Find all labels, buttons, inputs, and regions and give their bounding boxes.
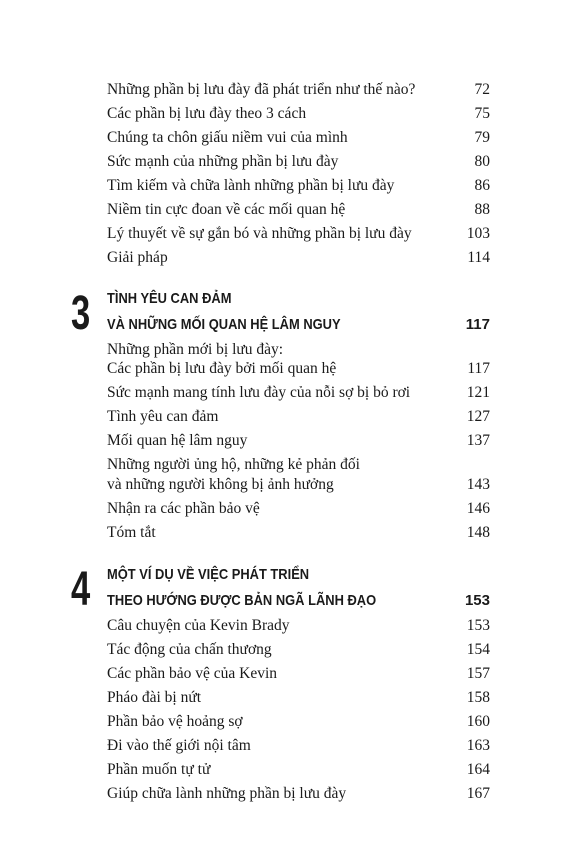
toc-entry-page: 157 <box>466 665 490 682</box>
toc-entry-page: 79 <box>474 129 490 146</box>
toc-entry-title: Nhận ra các phần bảo vệ <box>107 500 260 517</box>
toc-entry-title: Sức mạnh mang tính lưu đày của nỗi sợ bị bỏ rơi <box>107 384 411 401</box>
toc-entry-title: Giải pháp <box>107 249 168 266</box>
toc-entry-title: Tác động của chấn thương <box>107 641 272 658</box>
toc-entry-page: 86 <box>474 177 490 194</box>
chapter-page: 117 <box>465 316 490 333</box>
toc-entry-page: 127 <box>466 408 490 425</box>
toc-entry-page: 146 <box>466 500 490 517</box>
toc-entry-title: Chúng ta chôn giấu niềm vui của mình <box>107 129 348 146</box>
chapter-number: 4 <box>71 563 91 616</box>
toc-entry-title: Câu chuyện của Kevin Brady <box>107 617 290 634</box>
toc-entry-page: 148 <box>466 524 490 541</box>
toc-entry-title: Lý thuyết về sự gắn bó và những phần bị lưu đày <box>107 225 412 242</box>
toc-entry-title: Tìm kiếm và chữa lành những phần bị lưu đày <box>107 177 395 194</box>
toc-entry-title: Mối quan hệ lâm nguy <box>107 432 248 449</box>
toc-entry-page: 164 <box>466 761 490 778</box>
toc-entry-title: và những người không bị ảnh hưởng <box>107 476 334 493</box>
toc-entry-title: Tình yêu can đảm <box>107 408 219 425</box>
toc-entry-title: Những phần bị lưu đày đã phát triển như thế nào? <box>107 81 416 98</box>
toc-entry-page: 80 <box>474 153 490 170</box>
toc-entry-page: 103 <box>466 225 490 242</box>
toc-entry-page: 117 <box>467 360 490 377</box>
toc-entry-page: 88 <box>474 201 490 218</box>
toc-entry-title: Pháo đài bị nứt <box>107 689 202 706</box>
toc-entry-page: 167 <box>466 785 490 802</box>
toc-entry-title: Những người ủng hộ, những kẻ phản đối <box>107 456 360 473</box>
toc-entry-title: Phần bảo vệ hoảng sợ <box>107 713 243 730</box>
chapter-number: 3 <box>71 287 91 340</box>
chapter-title-text: MỘT VÍ DỤ VỀ VIỆC PHÁT TRIỂN <box>107 566 310 583</box>
toc-entry-title: Những phần mới bị lưu đày: <box>107 341 284 358</box>
toc-entry-title: Giúp chữa lành những phần bị lưu đày <box>107 785 347 802</box>
toc-entry-title: Sức mạnh của những phần bị lưu đày <box>107 153 339 170</box>
toc-entry-title: Các phần bị lưu đày bởi mối quan hệ <box>107 360 337 377</box>
toc-entry-page: 163 <box>466 737 490 754</box>
chapter-title-text: TÌNH YÊU CAN ĐẢM <box>107 290 232 307</box>
toc-entry-title: Các phần bị lưu đày theo 3 cách <box>107 105 307 122</box>
toc-entry-page: 75 <box>474 105 490 122</box>
chapter-title-text: VÀ NHỮNG MỐI QUAN HỆ LÂM NGUY <box>107 316 341 333</box>
toc-entry-page: 143 <box>466 476 490 493</box>
toc-entry-page: 160 <box>466 713 490 730</box>
toc-entry-title: Đi vào thế giới nội tâm <box>107 737 251 754</box>
chapter-title-text: THEO HƯỚNG ĐƯỢC BẢN NGÃ LÃNH ĐẠO <box>107 592 377 609</box>
toc-entry-page: 154 <box>466 641 490 658</box>
toc-entry-title: Tóm tắt <box>107 524 156 541</box>
toc-entry-page: 72 <box>474 81 490 98</box>
toc-entry-page: 121 <box>466 384 490 401</box>
chapter-page: 153 <box>464 592 490 609</box>
toc-entry-title: Niềm tin cực đoan về các mối quan hệ <box>107 201 346 218</box>
toc-entry-title: Phần muốn tự tử <box>107 761 211 778</box>
toc-entry-page: 137 <box>466 432 490 449</box>
toc-entry-page: 114 <box>467 249 490 266</box>
toc-entry-page: 153 <box>466 617 490 634</box>
toc-entry-page: 158 <box>466 689 490 706</box>
toc-entry-title: Các phần bảo vệ của Kevin <box>107 665 278 682</box>
